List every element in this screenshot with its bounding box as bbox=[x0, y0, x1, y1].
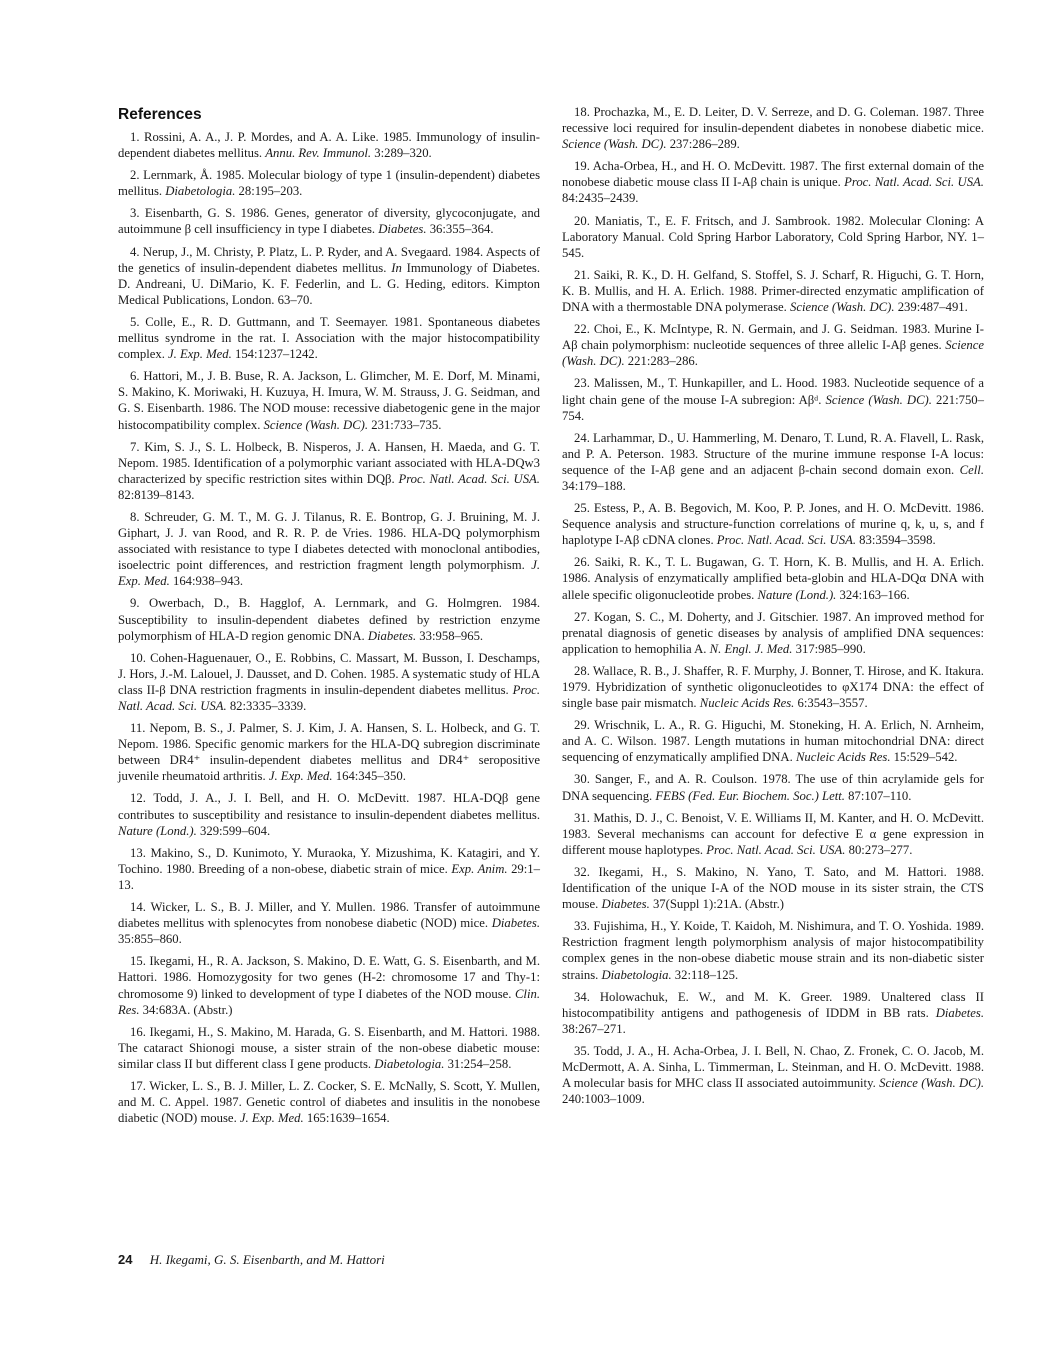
reference-text: Wrischnik, L. A., R. G. Higuchi, M. Stoneking, H. A. Erlich, N. Arnheim, and A. C. Wilson. 1987. Length mutations in human mitochondrial DNA: direct sequencing of enzymatically amplified DNA. bbox=[562, 718, 984, 765]
reference-entry bbox=[118, 845, 540, 893]
reference-citation: 324:163–166. bbox=[836, 587, 910, 602]
reference-citation: 33:958–965. bbox=[416, 628, 484, 643]
reference-entry bbox=[118, 167, 540, 199]
reference-journal: Clin. Res. bbox=[118, 986, 540, 1017]
reference-text: Mathis, D. J., C. Benoist, V. E. Williams II, M. Kanter, and H. O. McDevitt. 1983. Several mechanisms can account for defective E α gene expression in different mouse haplotypes. bbox=[562, 810, 985, 857]
reference-entry bbox=[118, 1024, 540, 1072]
reference-text: Malissen, M., T. Hunkapiller, and L. Hood. 1983. Nucleotide sequence of a light chain gene of the mouse I-A subregion: Aβᵈ. bbox=[562, 376, 984, 407]
reference-entry bbox=[118, 205, 540, 237]
reference-text: Colle, E., R. D. Guttmann, and T. Seemayer. 1981. Spontaneous diabetes mellitus syndrome in the rat. I. Association with the major histocompatibility complex. bbox=[118, 314, 541, 362]
reference-number: 23. bbox=[574, 376, 590, 391]
reference-entry bbox=[118, 720, 540, 784]
reference-text: Todd, J. A., J. I. Bell, and H. O. McDevitt. 1987. HLA-DQβ gene contributes to susceptibility and resistance to insulin-dependent diabetes mellitus. bbox=[118, 791, 540, 822]
reference-citation: 221:283–286. bbox=[624, 354, 698, 369]
reference-number: 27. bbox=[574, 609, 590, 624]
reference-text: Larhammar, D., U. Hammerling, M. Denaro, T. Lund, R. A. Flavell, L. Rask, and P. A. Peterson. 1983. Structure of the murine immune response I-A locus: sequence of the I-Aβ gene and an adjacent β-chain second domain exon. bbox=[562, 430, 984, 477]
reference-journal: J. Exp. Med. bbox=[268, 769, 333, 784]
reference-journal: Nucleic Acids Res. bbox=[795, 750, 891, 765]
reference-entry bbox=[118, 650, 540, 714]
reference-journal: N. Engl. J. Med. bbox=[709, 641, 793, 656]
reference-journal: Proc. Natl. Acad. Sci. USA. bbox=[706, 842, 846, 857]
reference-journal: Diabetologia. bbox=[165, 184, 236, 199]
reference-citation: 231:733–735. bbox=[368, 417, 442, 432]
reference-entry bbox=[562, 771, 984, 803]
reference-entry bbox=[562, 717, 984, 765]
reference-citation: 87:107–110. bbox=[844, 788, 912, 803]
reference-number: 15. bbox=[130, 954, 146, 969]
reference-entry bbox=[118, 368, 540, 432]
reference-number: 26. bbox=[574, 555, 590, 570]
reference-citation: 35:855–860. bbox=[118, 932, 182, 947]
reference-citation: 240:1003–1009. bbox=[562, 1092, 645, 1107]
reference-citation: 317:985–990. bbox=[792, 641, 866, 656]
reference-number: 3. bbox=[130, 206, 140, 221]
reference-number: 16. bbox=[130, 1024, 146, 1039]
reference-number: 33. bbox=[574, 919, 590, 934]
reference-journal: Science (Wash. DC). bbox=[825, 392, 932, 407]
reference-number: 22. bbox=[574, 322, 590, 337]
reference-citation: 31:254–258. bbox=[444, 1056, 512, 1071]
reference-citation: 6:3543–3557. bbox=[794, 696, 868, 711]
reference-number: 9. bbox=[130, 596, 140, 611]
reference-citation: 82:3335–3339. bbox=[226, 699, 307, 713]
reference-number: 34. bbox=[574, 989, 590, 1004]
reference-text: Holowachuk, E. W., and M. K. Greer. 1989. Unaltered class II histocompatibility antigens and pathogenesis of IDDM in BB rats. bbox=[562, 989, 984, 1020]
reference-entry bbox=[118, 439, 540, 503]
reference-text: Choi, E., K. McIntype, R. N. Germain, and J. G. Seidman. 1983. Murine I-Aβ chain polymorphism: nucleotide sequences of three allelic I-Aβ genes. bbox=[562, 322, 985, 353]
reference-journal: Cell. bbox=[959, 462, 984, 477]
reference-number: 25. bbox=[574, 501, 590, 516]
reference-entry bbox=[562, 430, 984, 494]
reference-text: Wicker, L. S., B. J. Miller, L. Z. Cocker, S. E. McNally, S. Scott, Y. Mullen, and M. C. Appel. 1987. Genetic control of diabetes and insulitis in the nonobese diabetic (NOD) mouse. bbox=[118, 1078, 540, 1126]
reference-journal: Nature (Lond.). bbox=[118, 823, 197, 838]
reference-text: Ikegami, H., S. Makino, N. Yano, T. Sato, and M. Hattori. 1988. Identification of the unique I-A of the NOD mouse in its sister strain, the CTS mouse. bbox=[562, 864, 984, 912]
reference-citation: 165:1639–1654. bbox=[303, 1111, 390, 1126]
reference-entry bbox=[562, 864, 984, 912]
reference-journal: J. Exp. Med. bbox=[168, 347, 232, 362]
reference-entry bbox=[562, 375, 984, 423]
reference-text: Kim, S. J., S. L. Holbeck, B. Nisperos, J. A. Hansen, H. Maeda, and G. T. Nepom. 1985. Identification of a polymorphic variant associated with HLA-DQw3 characterized by specific restriction sites within DQβ. bbox=[118, 439, 540, 486]
reference-number: 30. bbox=[574, 772, 590, 787]
reference-journal: Science (Wash. DC). bbox=[562, 137, 667, 152]
reference-text: Rossini, A. A., J. P. Mordes, and A. A. Like. 1985. Immunology of insulin-dependent diabetes mellitus. bbox=[118, 130, 540, 161]
reference-journal: Diabetes. bbox=[601, 897, 650, 912]
left-column bbox=[118, 104, 540, 1132]
reference-citation: 154:1237–1242. bbox=[231, 347, 318, 362]
reference-text: Ikegami, H., S. Makino, M. Harada, G. S. Eisenbarth, and M. Hattori. 1988. The cataract Shionogi mouse, a sister strain of the non-obese diabetic mouse: similar class II but different class I gene products. bbox=[118, 1024, 541, 1071]
reference-journal: J. Exp. Med. bbox=[118, 558, 540, 589]
reference-journal: Diabetes. bbox=[935, 1005, 984, 1020]
reference-citation: 3:289–320. bbox=[371, 146, 432, 161]
reference-text: Prochazka, M., E. D. Leiter, D. V. Serreze, and D. G. Coleman. 1987. Three recessive loci required for insulin-dependent diabetes in nonobese diabetic mice. bbox=[562, 105, 985, 136]
reference-citation: 36:355–364. bbox=[426, 222, 494, 237]
reference-citation: 82:8139–8143. bbox=[118, 487, 195, 502]
reference-entry bbox=[562, 104, 984, 152]
reference-entry bbox=[562, 158, 984, 206]
reference-entry bbox=[562, 267, 984, 315]
reference-journal: Diabetologia. bbox=[374, 1056, 445, 1071]
reference-text: Saiki, R. K., D. H. Gelfand, S. Stoffel, S. J. Scharf, R. Higuchi, G. T. Horn, K. B. Mullis, and H. A. Erlich. 1988. Primer-directed enzymatic amplification of DNA with a thermostable DNA polymerase. bbox=[562, 267, 984, 315]
reference-entry bbox=[118, 595, 540, 643]
reference-citation: 239:487–491. bbox=[894, 300, 968, 315]
reference-citation: 34:683A. (Abstr.) bbox=[139, 1002, 233, 1017]
reference-entry bbox=[562, 918, 984, 982]
reference-entry bbox=[562, 554, 984, 602]
reference-entry bbox=[562, 609, 984, 657]
reference-entry bbox=[118, 1078, 540, 1126]
reference-citation: 329:599–604. bbox=[196, 823, 271, 838]
reference-journal: Science (Wash. DC). bbox=[562, 338, 984, 369]
reference-journal: Science (Wash. DC). bbox=[263, 417, 369, 432]
reference-citation: 237:286–289. bbox=[666, 137, 740, 152]
reference-text: Sanger, F., and A. R. Coulson. 1978. The use of thin acrylamide gels for DNA sequencing. bbox=[562, 772, 985, 803]
reference-text: Wallace, R. B., J. Shaffer, R. F. Murphy, J. Bonner, T. Hirose, and K. Itakura. 1979. Hybridization of synthetic oligonucleotides to φX174 DNA: the effect of single base pair mismatch. bbox=[562, 663, 984, 711]
reference-journal: Nucleic Acids Res. bbox=[699, 696, 795, 711]
reference-number: 18. bbox=[574, 105, 590, 119]
reference-journal: Diabetes. bbox=[491, 916, 540, 931]
reference-text: Makino, S., D. Kunimoto, Y. Muraoka, Y. Mizushima, K. Katagiri, and Y. Tochino. 1980. Breeding of a non-obese, diabetic strain of mice. bbox=[118, 845, 540, 876]
reference-journal: Proc. Natl. Acad. Sci. USA. bbox=[716, 533, 856, 548]
reference-text: Saiki, R. K., T. L. Bugawan, G. T. Horn, K. B. Mullis, and H. A. Erlich. 1986. Analysis of enzymatically amplified beta-globin and HLA-DQα DNA with allele specific oligonucleotide probes. bbox=[562, 555, 984, 602]
reference-number: 4. bbox=[130, 244, 140, 259]
reference-entry bbox=[118, 509, 540, 589]
reference-journal: Proc. Natl. Acad. Sci. USA. bbox=[844, 175, 984, 190]
reference-text: Nerup, J., M. Christy, P. Platz, L. P. Ryder, and A. Svegaard. 1984. Aspects of the genetics of insulin-dependent diabetes mellitus. bbox=[118, 244, 540, 275]
reference-journal: Diabetologia. bbox=[601, 967, 672, 982]
reference-list-left bbox=[118, 129, 540, 1126]
reference-journal: Diabetes. bbox=[367, 628, 417, 643]
reference-text: Kogan, S. C., M. Doherty, and J. Gitschier. 1987. An improved method for prenatal diagnosis of genetic diseases by analysis of amplified DNA sequences: application to hemophilia A. bbox=[562, 609, 985, 656]
reference-number: 35. bbox=[574, 1043, 590, 1058]
reference-journal: Diabetes. bbox=[378, 222, 427, 237]
reference-journal: Proc. Natl. Acad. Sci. USA. bbox=[118, 682, 540, 713]
running-footer-authors: H. Ikegami, G. S. Eisenbarth, and M. Hattori bbox=[149, 1252, 385, 1267]
reference-text: Todd, J. A., H. Acha-Orbea, J. I. Bell, N. Chao, Z. Fronek, C. O. Jacob, M. McDermott, A. A. Sinha, L. Timmerman, L. Steinman, and H. O. McDevitt. 1988. A molecular basis for MHC class II associated autoimmunity. bbox=[562, 1043, 984, 1091]
right-column bbox=[562, 104, 984, 1113]
reference-text: Hattori, M., J. B. Buse, R. A. Jackson, L. Glimcher, M. E. Dorf, M. Minami, S. Makino, K. Moriwaki, H. Kuzuya, H. Imura, W. M. Strauss, J. G. Seidman, and G. S. Eisenbarth. 1986. The NOD mouse: recessive diabetogenic gene in the major histocompatibility complex. bbox=[118, 369, 541, 432]
reference-list-right bbox=[562, 104, 984, 1107]
reference-number: 24. bbox=[574, 430, 590, 445]
reference-text: Cohen-Haguenauer, O., E. Robbins, C. Massart, M. Busson, I. Deschamps, J. Hors, J.-M. Lalouel, J. Dausset, and D. Cohen. 1985. A systematic study of HLA class II-β DNA restriction fragments in insulin-dependent diabetes mellitus. bbox=[118, 650, 541, 697]
reference-entry bbox=[118, 314, 540, 362]
reference-entry bbox=[118, 790, 540, 838]
reference-entry bbox=[562, 1043, 984, 1107]
page-footer bbox=[118, 1252, 385, 1268]
reference-number: 12. bbox=[130, 791, 146, 806]
reference-number: 13. bbox=[130, 845, 146, 860]
reference-number: 2. bbox=[130, 168, 140, 183]
reference-number: 1. bbox=[130, 130, 140, 144]
reference-text: Acha-Orbea, H., and H. O. McDevitt. 1987. The first external domain of the nonobese diabetic mouse class II I-Aβ chain is unique. bbox=[562, 159, 984, 190]
reference-number: 10. bbox=[130, 650, 146, 665]
reference-text: Ikegami, H., R. A. Jackson, S. Makino, D. E. Watt, G. S. Eisenbarth, and M. Hattori. 1986. Homozygosity for two genes (H-2: chromosome 17 and Thy-1: chromosome 9) linked to development of type I diabetes of the NOD mouse. bbox=[118, 954, 541, 1001]
reference-number: 29. bbox=[574, 718, 590, 733]
reference-number: 6. bbox=[130, 369, 140, 384]
reference-number: 20. bbox=[574, 213, 590, 228]
reference-number: 14. bbox=[130, 900, 146, 915]
reference-number: 19. bbox=[574, 159, 590, 174]
reference-citation: 29:1–13. bbox=[118, 861, 540, 892]
reference-text: Eisenbarth, G. S. 1986. Genes, generator of diversity, glycoconjugate, and autoimmune β cell insufficiency in type I diabetes. bbox=[118, 206, 541, 237]
reference-citation: Immunology of Diabetes. D. Andreani, U. DiMario, K. F. Federlin, and L. G. Heding, editors. Kimpton Medical Publications, London. 63–70. bbox=[118, 260, 540, 307]
reference-citation: 80:273–277. bbox=[845, 842, 913, 857]
reference-citation: 38:267–271. bbox=[562, 1021, 626, 1036]
reference-number: 17. bbox=[130, 1078, 146, 1093]
reference-entry bbox=[562, 321, 984, 369]
reference-entry bbox=[118, 899, 540, 947]
reference-journal: Nature (Lond.). bbox=[757, 587, 837, 602]
reference-number: 28. bbox=[574, 663, 590, 678]
reference-citation: 164:938–943. bbox=[169, 574, 244, 589]
reference-entry bbox=[118, 244, 540, 308]
reference-citation: 84:2435–2439. bbox=[562, 191, 639, 206]
reference-journal: Exp. Anim. bbox=[451, 861, 508, 876]
reference-number: 8. bbox=[130, 509, 140, 524]
reference-number: 7. bbox=[130, 439, 140, 454]
reference-journal: J. Exp. Med. bbox=[239, 1111, 304, 1126]
reference-citation: 221:750–754. bbox=[562, 392, 984, 423]
reference-text: Lernmark, Å. 1985. Molecular biology of type 1 (insulin-dependent) diabetes mellitus. bbox=[118, 168, 541, 199]
reference-entry bbox=[118, 129, 540, 161]
reference-citation: 28:195–203. bbox=[235, 184, 303, 199]
reference-text: Nepom, B. S., J. Palmer, S. J. Kim, J. A. Hansen, S. L. Holbeck, and G. T. Nepom. 1986. Specific genomic markers for the HLA-DQ subregion discriminate between DR4⁺ insulin-dependent diabetes mellitus and DR4⁺ seropositive juvenile rheumatoid arthritis. bbox=[118, 721, 540, 784]
reference-citation: 164:345–350. bbox=[332, 769, 406, 784]
reference-text: Estess, P., A. B. Begovich, M. Koo, P. P. Jones, and H. O. McDevitt. 1986. Sequence analysis and structure-function correlations of murine q, k, u, s, and f haplotype I-Aβ cDNA clones. bbox=[562, 501, 985, 548]
reference-citation: 32:118–125. bbox=[671, 967, 739, 982]
reference-journal: In bbox=[391, 260, 402, 275]
reference-text: Maniatis, T., E. F. Fritsch, and J. Sambrook. 1982. Molecular Cloning: A Laboratory Manual. Cold Spring Harbor Laboratory, Cold Spring Harbor, NY. 1–545. bbox=[562, 213, 985, 260]
reference-journal: Science (Wash. DC). bbox=[879, 1076, 984, 1091]
reference-text: Owerbach, D., B. Hagglof, A. Lernmark, and G. Holmgren. 1984. Susceptibility to insulin-dependent diabetes defined by restriction enzyme polymorphism of HLA-D region genomic DNA. bbox=[118, 596, 540, 643]
references-heading: References bbox=[118, 106, 202, 123]
reference-entry bbox=[562, 500, 984, 548]
reference-citation: 37(Suppl 1):21A. (Abstr.) bbox=[649, 897, 785, 912]
reference-entry bbox=[562, 989, 984, 1037]
reference-entry bbox=[118, 953, 540, 1017]
reference-number: 5. bbox=[130, 314, 140, 329]
reference-entry bbox=[562, 810, 984, 858]
reference-citation: 83:3594–3598. bbox=[856, 533, 936, 548]
reference-number: 21. bbox=[574, 267, 590, 282]
reference-number: 32. bbox=[574, 864, 590, 879]
page-number: 24 bbox=[118, 1252, 133, 1267]
reference-citation: 34:179–188. bbox=[562, 478, 626, 493]
reference-number: 11. bbox=[130, 721, 146, 736]
reference-number: 31. bbox=[574, 810, 590, 825]
reference-entry bbox=[562, 663, 984, 711]
reference-journal: FEBS (Fed. Eur. Biochem. Soc.) Lett. bbox=[655, 788, 845, 803]
reference-journal: Science (Wash. DC). bbox=[789, 300, 895, 315]
reference-text: Wicker, L. S., B. J. Miller, and Y. Mullen. 1986. Transfer of autoimmune diabetes mellitus with splenocytes from nonobese diabetic (NOD) mice. bbox=[118, 900, 540, 931]
reference-citation: 15:529–542. bbox=[890, 750, 958, 765]
reference-text: Schreuder, G. M. T., M. G. J. Tilanus, R. E. Bontrop, G. J. Bruining, M. J. Giphart, J. J. van Rood, and R. R. P. de Vries. 1986. HLA-DQ polymorphism associated with resistance to type I diabetes detected with monoclonal antibodies, isoelectric point differences, and restriction fragment length polymorphism. bbox=[118, 509, 541, 573]
reference-text: Fujishima, H., Y. Koide, T. Kaidoh, M. Nishimura, and T. O. Yoshida. 1989. Restriction fragment length polymorphism analysis of major histocompatibility complex genes in the non-obese diabetic mouse strain and its non-diabetic sister strains. bbox=[562, 919, 985, 982]
reference-journal: Annu. Rev. Immunol. bbox=[265, 146, 372, 161]
reference-entry bbox=[562, 213, 984, 261]
reference-journal: Proc. Natl. Acad. Sci. USA. bbox=[398, 471, 540, 486]
